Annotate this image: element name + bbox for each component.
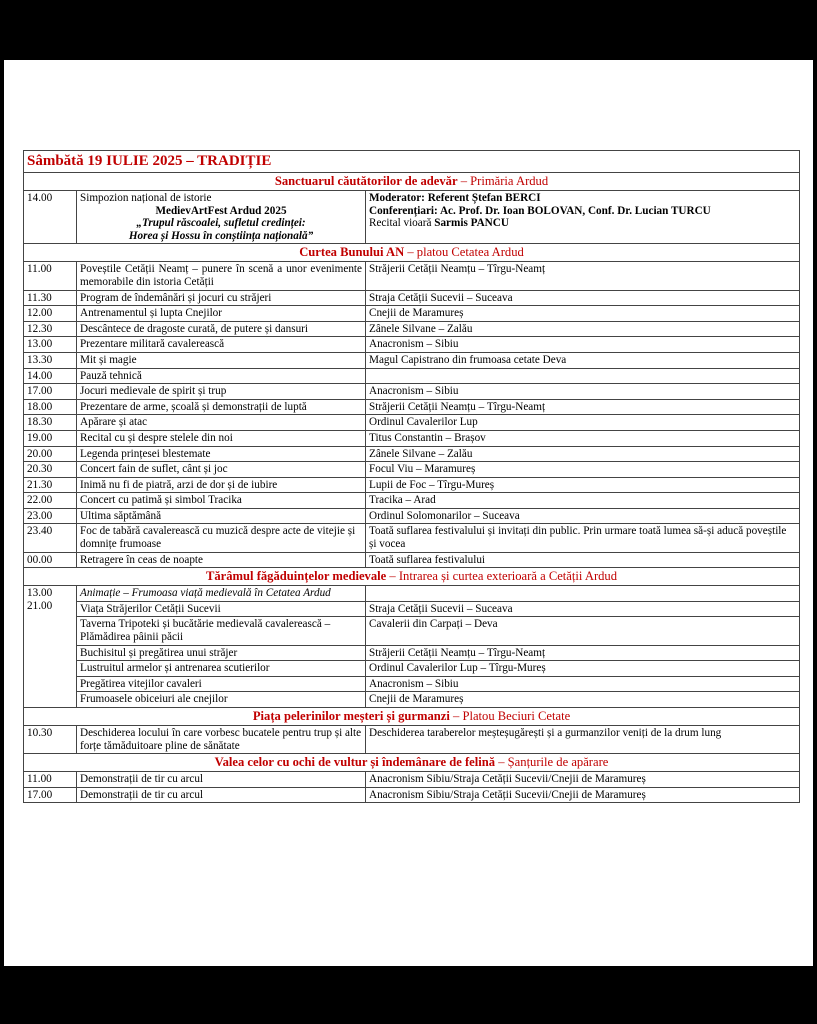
event-performer: Zânele Silvane – Zalău xyxy=(366,321,800,337)
event-time: 20.00 xyxy=(24,446,77,462)
event-activity: Inimă nu fi de piatră, arzi de dor și de iubire xyxy=(77,477,366,493)
program-row xyxy=(24,493,800,509)
event-performer: Toată suflarea festivalului xyxy=(366,552,800,568)
event-activity: Demonstrații de tir cu arcul xyxy=(77,787,366,803)
event-performer: Ordinul Cavalerilor Lup xyxy=(366,415,800,431)
event-activity: Deschiderea locului în care vorbesc bucatele pentru trup și alte forțe tămăduitoare pline de sănătate xyxy=(77,726,366,754)
program-row xyxy=(24,368,800,384)
event-activity: Ultima săptămână xyxy=(77,508,366,524)
section-name: Valea celor cu ochi de vultur și îndemânare de felină xyxy=(214,755,496,770)
event-performer: Străjerii Cetății Neamțu – Tîrgu-Neamț xyxy=(366,399,800,415)
event-activity: Prezentare de arme, școală și demonstrații de luptă xyxy=(77,399,366,415)
event-activity: Recital cu și despre stelele din noi xyxy=(77,430,366,446)
event-performer: Ordinul Solomonarilor – Suceava xyxy=(366,508,800,524)
section-header xyxy=(24,244,800,262)
section-separator: – xyxy=(495,755,508,770)
program-row xyxy=(24,601,800,617)
event-activity: Pregătirea vitejilor cavaleri xyxy=(77,676,366,692)
program-table xyxy=(23,150,800,803)
program-row xyxy=(24,692,800,708)
event-activity: Pauză tehnică xyxy=(77,368,366,384)
event-activity: Viața Străjerilor Cetății Sucevii xyxy=(77,601,366,617)
event-performer: Cnejii de Maramureș xyxy=(366,306,800,322)
event-activity: Mit și magie xyxy=(77,352,366,368)
event-activity: Legenda prințesei blestemate xyxy=(77,446,366,462)
program-row xyxy=(24,726,800,754)
symposium-type: Simpozion național de istorie xyxy=(80,192,212,204)
event-performer xyxy=(366,586,800,602)
event-time: 12.00 xyxy=(24,306,77,322)
program-row xyxy=(24,446,800,462)
event-activity: Program de îndemânări și jocuri cu străjeri xyxy=(77,290,366,306)
symposium-name: MedievArtFest Ardud 2025 xyxy=(155,204,287,217)
program-row xyxy=(24,337,800,353)
program-row xyxy=(24,462,800,478)
program-row xyxy=(24,384,800,400)
program-row xyxy=(24,617,800,645)
event-time: 14.00 xyxy=(24,368,77,384)
section-name: Sanctuarul căutătorilor de adevăr xyxy=(274,174,458,188)
event-performer: Focul Viu – Maramureș xyxy=(366,462,800,478)
section-separator: – xyxy=(386,569,399,584)
event-time: 11.00 xyxy=(24,772,77,788)
event-performer: Străjerii Cetății Neamțu – Tîrgu-Neamț xyxy=(366,262,800,290)
section-name: Tărâmul făgăduințelor medievale xyxy=(205,569,387,584)
section-separator: – xyxy=(404,245,417,260)
section-location: Primăria Ardud xyxy=(470,174,549,188)
recital-artist: Sarmis PANCU xyxy=(434,217,509,230)
event-time: 17.00 xyxy=(24,384,77,400)
event-performer: Straja Cetății Sucevii – Suceava xyxy=(366,290,800,306)
event-time: 23.40 xyxy=(24,524,77,552)
event-activity: Prezentare militară cavalerească xyxy=(77,337,366,353)
section-name: Curtea Bunului AN xyxy=(299,245,405,260)
symposium-row xyxy=(24,191,800,244)
event-activity: Demonstrații de tir cu arcul xyxy=(77,772,366,788)
section-separator: – xyxy=(449,709,463,723)
event-activity: Jocuri medievale de spirit și trup xyxy=(77,384,366,400)
program-row xyxy=(24,477,800,493)
recital xyxy=(369,217,796,230)
program-row xyxy=(24,321,800,337)
program-row xyxy=(24,645,800,661)
event-performer: Lupii de Foc – Tîrgu-Mureș xyxy=(366,477,800,493)
section-location: Platou Beciuri Cetate xyxy=(462,709,571,723)
section-location: Șanțurile de apărare xyxy=(507,755,609,770)
event-activity: Taverna Tripoteki și bucătărie medievală cavalerească – Plămădirea pâinii păcii xyxy=(77,617,366,645)
section-header-row xyxy=(24,708,800,726)
section-header xyxy=(24,708,800,726)
time-start: 13.00 xyxy=(27,587,53,600)
recital-label: Recital vioară xyxy=(369,217,435,230)
event-activity: Antrenamentul și lupta Cnejilor xyxy=(77,306,366,322)
event-time: 10.30 xyxy=(24,726,77,754)
document-page xyxy=(4,60,813,966)
symposium-details xyxy=(77,191,366,244)
section-header-row xyxy=(24,244,800,262)
program-row xyxy=(24,399,800,415)
title-row xyxy=(24,151,800,173)
event-time: 23.00 xyxy=(24,508,77,524)
event-performer: Toată suflarea festivalului și invitați din public. Prin urmare toată lumea să-și aducă poveștile și vocea xyxy=(366,524,800,552)
program-row xyxy=(24,290,800,306)
event-activity: Frumoasele obiceiuri ale cnejilor xyxy=(77,692,366,708)
program-row xyxy=(24,352,800,368)
event-performer: Cnejii de Maramureș xyxy=(366,692,800,708)
moderator: Moderator: Referent Ștefan BERCI xyxy=(369,192,541,204)
event-time: 20.30 xyxy=(24,462,77,478)
event-performer: Ordinul Cavalerilor Lup – Tîrgu-Mureș xyxy=(366,661,800,677)
event-time: 21.30 xyxy=(24,477,77,493)
event-performer: Titus Constantin – Brașov xyxy=(366,430,800,446)
program-row xyxy=(24,676,800,692)
event-time: 00.00 xyxy=(24,552,77,568)
event-time: 14.00 xyxy=(24,191,77,244)
event-time: 17.00 xyxy=(24,787,77,803)
section-header xyxy=(24,173,800,191)
time-end: 21.00 xyxy=(27,599,53,612)
symposium-theme-line1: „Trupul răscoalei, sufletul credinței: xyxy=(136,217,306,230)
event-activity: Concert fain de suflet, cânt și joc xyxy=(77,462,366,478)
section-header-row xyxy=(24,173,800,191)
program-row xyxy=(24,262,800,290)
event-time: 11.30 xyxy=(24,290,77,306)
event-activity: Lustruitul armelor și antrenarea scutierilor xyxy=(77,661,366,677)
event-performer: Anacronism – Sibiu xyxy=(366,384,800,400)
program-row xyxy=(24,524,800,552)
program-row xyxy=(24,415,800,431)
event-performer xyxy=(366,368,800,384)
section-location: Intrarea și curtea exterioară a Cetății Ardud xyxy=(398,569,618,584)
event-performer: Tracika – Arad xyxy=(366,493,800,509)
event-activity: Poveștile Cetății Neamț – punere în scenă a unor evenimente memorabile din istoria Cetății xyxy=(77,262,366,290)
event-activity: Retragere în ceas de noapte xyxy=(77,552,366,568)
event-activity: Buchisitul și pregătirea unui străjer xyxy=(77,645,366,661)
event-performer: Anacronism Sibiu/Straja Cetății Sucevii/Cnejii de Maramureș xyxy=(366,772,800,788)
event-performer: Anacronism – Sibiu xyxy=(366,337,800,353)
section-header-row xyxy=(24,754,800,772)
event-time: 19.00 xyxy=(24,430,77,446)
symposium-participants xyxy=(366,191,800,244)
event-performer: Cavalerii din Carpați – Deva xyxy=(366,617,800,645)
event-time: 18.30 xyxy=(24,415,77,431)
event-time-range xyxy=(24,586,77,708)
speakers: Conferențiari: Ac. Prof. Dr. Ioan BOLOVAN, Conf. Dr. Lucian TURCU xyxy=(369,204,711,217)
program-row xyxy=(24,586,800,602)
event-performer: Străjerii Cetății Neamțu – Tîrgu-Neamț xyxy=(366,645,800,661)
section-separator: – xyxy=(457,174,471,188)
animation-intro: Animație – Frumoasa viață medievală în Cetatea Ardud xyxy=(77,586,366,602)
symposium-theme-line2: Horea și Hossu în conștiința națională” xyxy=(128,229,314,242)
event-performer: Zânele Silvane – Zalău xyxy=(366,446,800,462)
event-performer: Straja Cetății Sucevii – Suceava xyxy=(366,601,800,617)
event-activity: Apărare și atac xyxy=(77,415,366,431)
event-time: 11.00 xyxy=(24,262,77,290)
event-activity: Foc de tabără cavalerească cu muzică despre acte de vitejie și domnițe frumoase xyxy=(77,524,366,552)
program-row xyxy=(24,552,800,568)
event-performer: Deschiderea taraberelor meșteșugărești și a gurmanzilor veniți de la drum lung xyxy=(366,726,800,754)
section-header-row xyxy=(24,568,800,586)
section-header xyxy=(24,754,800,772)
event-performer: Anacronism – Sibiu xyxy=(366,676,800,692)
event-activity: Descântece de dragoste curată, de putere și dansuri xyxy=(77,321,366,337)
page-title: Sâmbătă 19 IULIE 2025 – TRADIȚIE xyxy=(24,151,800,173)
event-performer: Anacronism Sibiu/Straja Cetății Sucevii/Cnejii de Maramureș xyxy=(366,787,800,803)
section-header xyxy=(24,568,800,586)
event-time: 22.00 xyxy=(24,493,77,509)
section-location: platou Cetatea Ardud xyxy=(416,245,524,260)
event-performer: Magul Capistrano din frumoasa cetate Deva xyxy=(366,352,800,368)
program-row xyxy=(24,661,800,677)
program-row xyxy=(24,306,800,322)
program-row xyxy=(24,508,800,524)
event-time: 13.30 xyxy=(24,352,77,368)
section-name: Piața pelerinilor meșteri și gurmanzi xyxy=(252,709,450,723)
event-activity: Concert cu patimă și simbol Tracika xyxy=(77,493,366,509)
event-time: 12.30 xyxy=(24,321,77,337)
program-row xyxy=(24,430,800,446)
event-time: 13.00 xyxy=(24,337,77,353)
event-time: 18.00 xyxy=(24,399,77,415)
program-row xyxy=(24,787,800,803)
program-row xyxy=(24,772,800,788)
